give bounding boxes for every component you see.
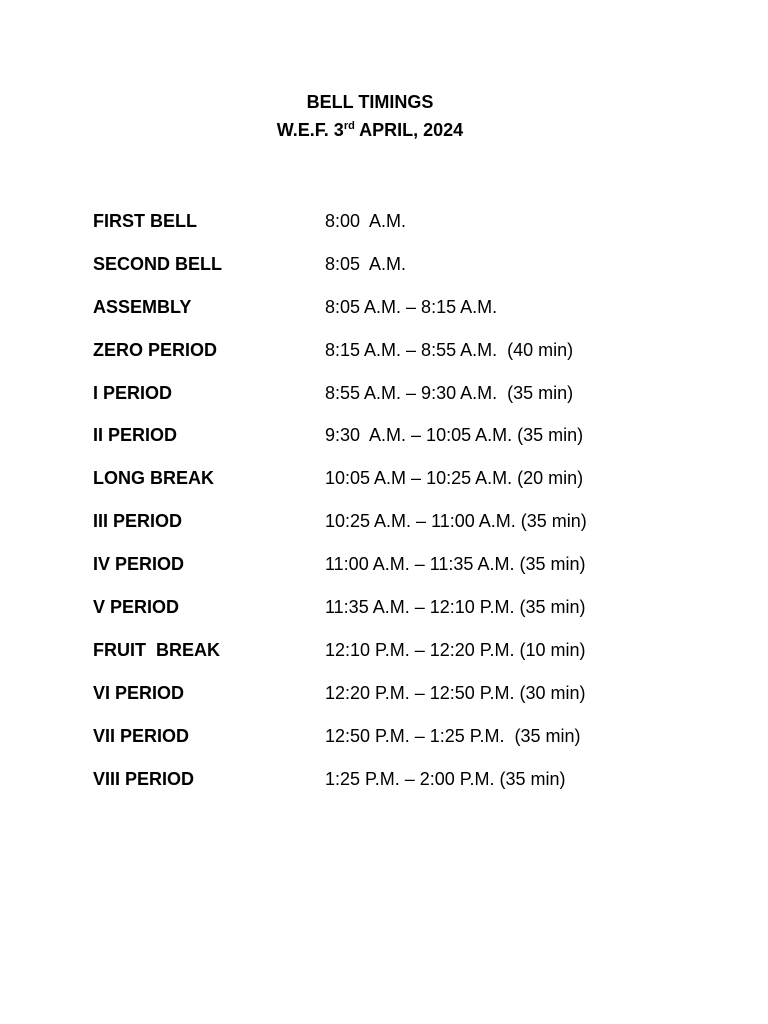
row-label: FIRST BELL: [93, 210, 197, 231]
row-time: 12:10 P.M. – 12:20 P.M. (10 min): [325, 639, 586, 660]
row-time: 11:35 A.M. – 12:10 P.M. (35 min): [325, 596, 586, 617]
schedule-row: [93, 672, 733, 715]
document-title: BELL TIMINGS: [306, 92, 434, 112]
row-time: 8:00 A.M.: [325, 210, 407, 231]
schedule-row: [93, 543, 733, 586]
row-label: III PERIOD: [93, 511, 183, 532]
row-time: 12:50 P.M. – 1:25 P.M. (35 min): [325, 725, 581, 746]
schedule-row: [93, 200, 733, 243]
row-label: I PERIOD: [93, 382, 173, 403]
schedule-row: [93, 586, 733, 629]
effective-rest: APRIL, 2024: [354, 120, 464, 140]
schedule-row: [93, 243, 733, 286]
schedule-row: [93, 457, 733, 500]
title-block: [0, 88, 740, 144]
schedule-row: [93, 329, 733, 372]
row-label: VIII PERIOD: [93, 768, 195, 789]
bell-schedule: [93, 200, 733, 800]
row-label: IV PERIOD: [93, 554, 185, 575]
schedule-row: [93, 500, 733, 543]
row-label: VI PERIOD: [93, 682, 185, 703]
schedule-row: [93, 414, 733, 457]
effective-date: [0, 116, 740, 144]
schedule-row: [93, 758, 733, 801]
row-label: ASSEMBLY: [93, 296, 192, 317]
row-time: 8:55 A.M. – 9:30 A.M. (35 min): [325, 382, 574, 403]
schedule-row: [93, 372, 733, 415]
row-time: 10:05 A.M – 10:25 A.M. (20 min): [325, 468, 584, 489]
row-label: V PERIOD: [93, 596, 180, 617]
row-time: 8:15 A.M. – 8:55 A.M. (40 min): [325, 339, 574, 360]
effective-prefix: W.E.F. 3: [276, 120, 344, 140]
schedule-row: [93, 286, 733, 329]
effective-ordinal: rd: [343, 120, 355, 132]
row-time: 8:05 A.M.: [325, 253, 407, 274]
row-time: 9:30 A.M. – 10:05 A.M. (35 min): [325, 425, 584, 446]
row-time: 12:20 P.M. – 12:50 P.M. (30 min): [325, 682, 586, 703]
row-label: II PERIOD: [93, 425, 178, 446]
row-label: FRUIT BREAK: [93, 639, 220, 660]
row-label: SECOND BELL: [93, 253, 223, 274]
schedule-row: [93, 629, 733, 672]
row-label: ZERO PERIOD: [93, 339, 218, 360]
row-time: 11:00 A.M. – 11:35 A.M. (35 min): [325, 554, 586, 575]
row-time: 8:05 A.M. – 8:15 A.M.: [325, 296, 498, 317]
row-label: LONG BREAK: [93, 468, 214, 489]
row-time: 1:25 P.M. – 2:00 P.M. (35 min): [325, 768, 566, 789]
row-time: 10:25 A.M. – 11:00 A.M. (35 min): [325, 511, 587, 532]
schedule-row: [93, 715, 733, 758]
row-label: VII PERIOD: [93, 725, 190, 746]
